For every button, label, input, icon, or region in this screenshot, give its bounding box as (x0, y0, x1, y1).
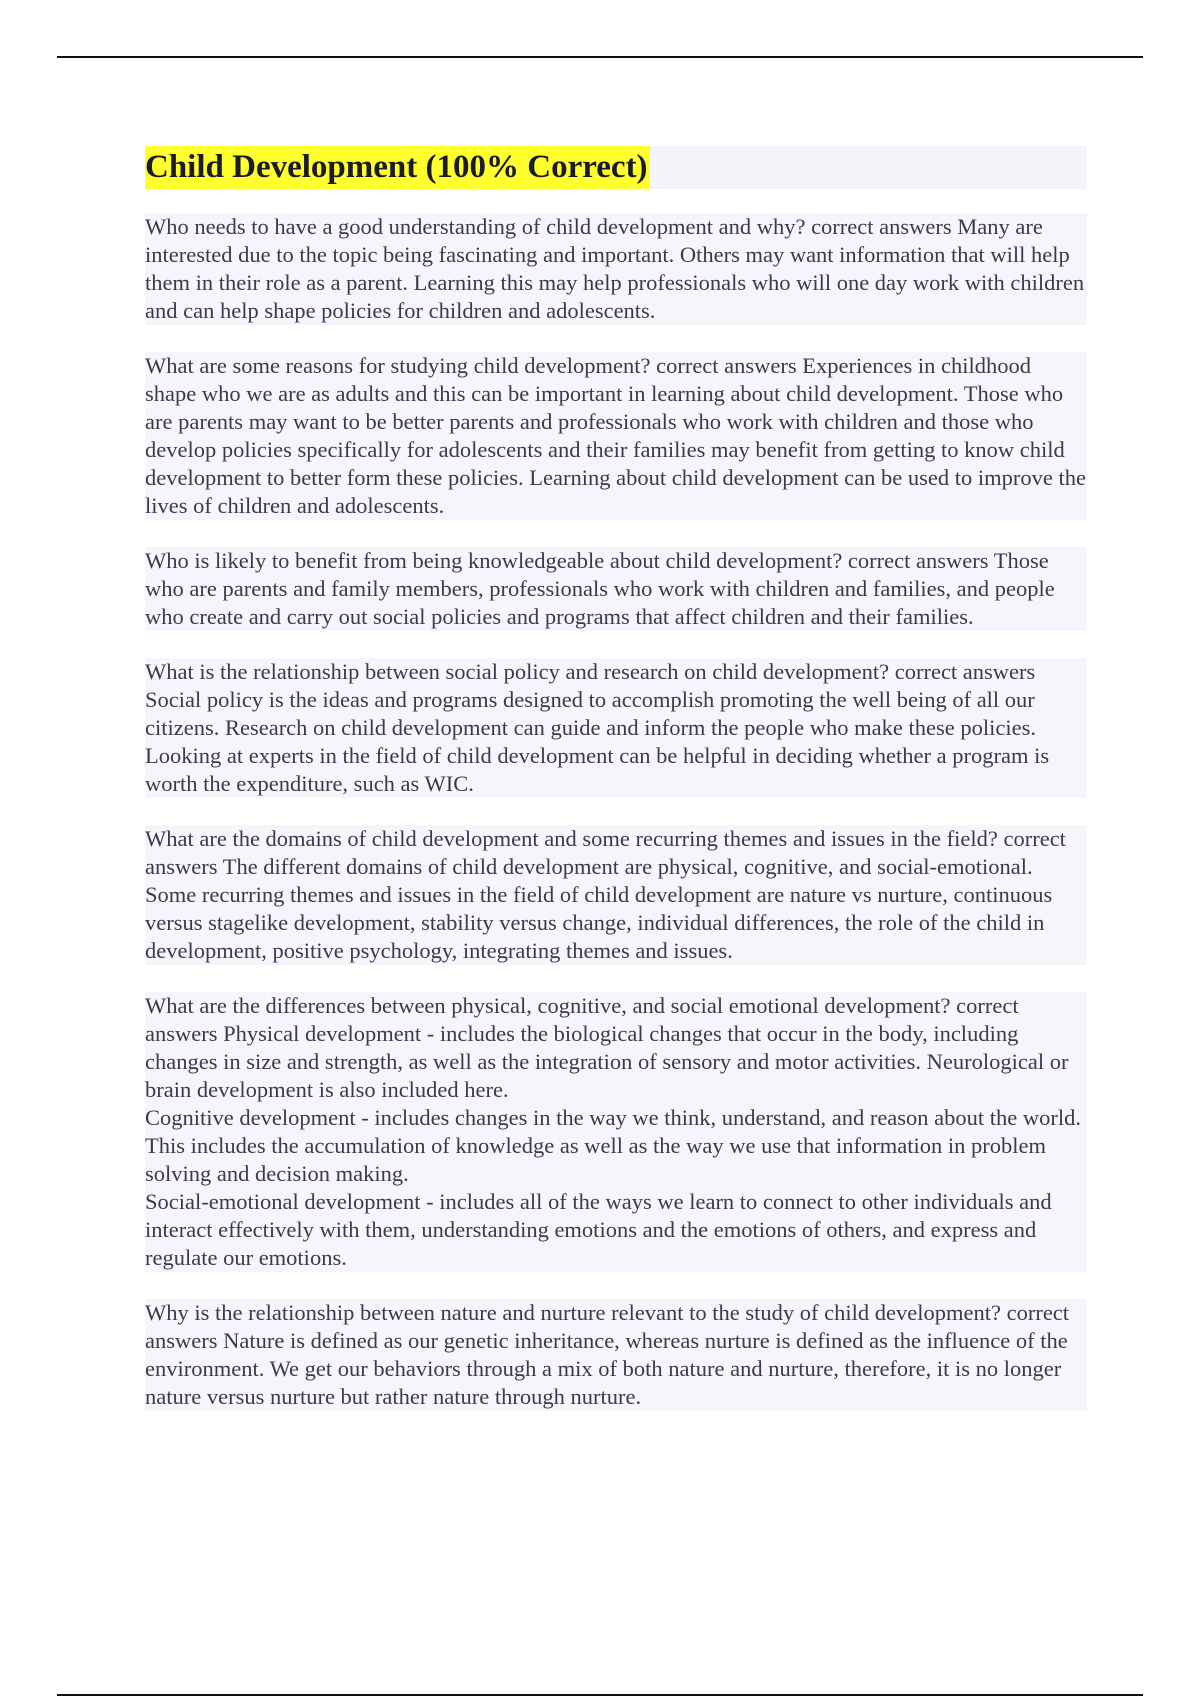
qa-item-3 (145, 547, 1087, 631)
qa-paragraph: Why is the relationship between nature and nurture relevant to the study of child development? correct answers Nature is defined as our genetic inheritance, whereas nurture is defined as the influence of the environment. We get our behaviors through a mix of both nature and nurture, therefore, it is no longer nature versus nurture but rather nature through nurture. (145, 1299, 1087, 1411)
qa-paragraph: Who needs to have a good understanding of child development and why? correct answers Many are interested due to the topic being fascinating and important. Others may want information that will help them in their role as a parent. Learning this may help professionals who will one day work with children and can help shape policies for children and adolescents. (145, 213, 1087, 325)
bottom-rule (57, 1694, 1143, 1696)
document-body (145, 146, 1087, 1438)
title-bar (145, 146, 1087, 189)
qa-item-4 (145, 658, 1087, 798)
qa-item-2 (145, 352, 1087, 520)
qa-paragraph: What are some reasons for studying child development? correct answers Experiences in childhood shape who we are as adults and this can be important in learning about child development. Those who are parents may want to be better parents and professionals who work with children and those who develop policies specifically for adolescents and their families may benefit from getting to know child development to better form these policies. Learning about child development can be used to improve the lives of children and adolescents. (145, 353, 1086, 518)
qa-paragraph: What are the domains of child development and some recurring themes and issues in the field? correct answers The different domains of child development are physical, cognitive, and social-emotional. Some recurring themes and issues in the field of child development are nature vs nurture, continuous versus stagelike development, stability versus change, individual differences, the role of the child in development, positive psychology, integrating themes and issues. (145, 825, 1087, 965)
document-title: Child Development (100% Correct) (145, 146, 650, 189)
qa-item-6 (145, 992, 1087, 1272)
qa-item-1 (145, 213, 1087, 325)
qa-paragraph: What are the differences between physical, cognitive, and social emotional development? correct answers Physical development - includes the biological changes that occur in the body, including changes in size and strength, as well as the integration of sensory and motor activities. Neurological or brain development is also included here. (145, 992, 1087, 1104)
qa-paragraph: Cognitive development - includes changes in the way we think, understand, and reason about the world. This includes the accumulation of knowledge as well as the way we use that information in problem solving and decision making. (145, 1104, 1087, 1188)
qa-item-5 (145, 825, 1087, 965)
top-rule (57, 56, 1143, 58)
qa-paragraph: Social-emotional development - includes all of the ways we learn to connect to other individuals and interact effectively with them, understanding emotions and the emotions of others, and express and regulate our emotions. (145, 1188, 1087, 1272)
qa-paragraph: What is the relationship between social policy and research on child development? correct answers Social policy is the ideas and programs designed to accomplish promoting the well being of all our citizens. Research on child development can guide and inform the people who make these policies. Looking at experts in the field of child development can be helpful in deciding whether a program is worth the expenditure, such as WIC. (145, 658, 1087, 798)
qa-paragraph: Who is likely to benefit from being knowledgeable about child development? correct answers Those who are parents and family members, professionals who work with children and families, and people who create and carry out social policies and programs that affect children and their families. (145, 547, 1087, 631)
qa-item-7 (145, 1299, 1087, 1411)
